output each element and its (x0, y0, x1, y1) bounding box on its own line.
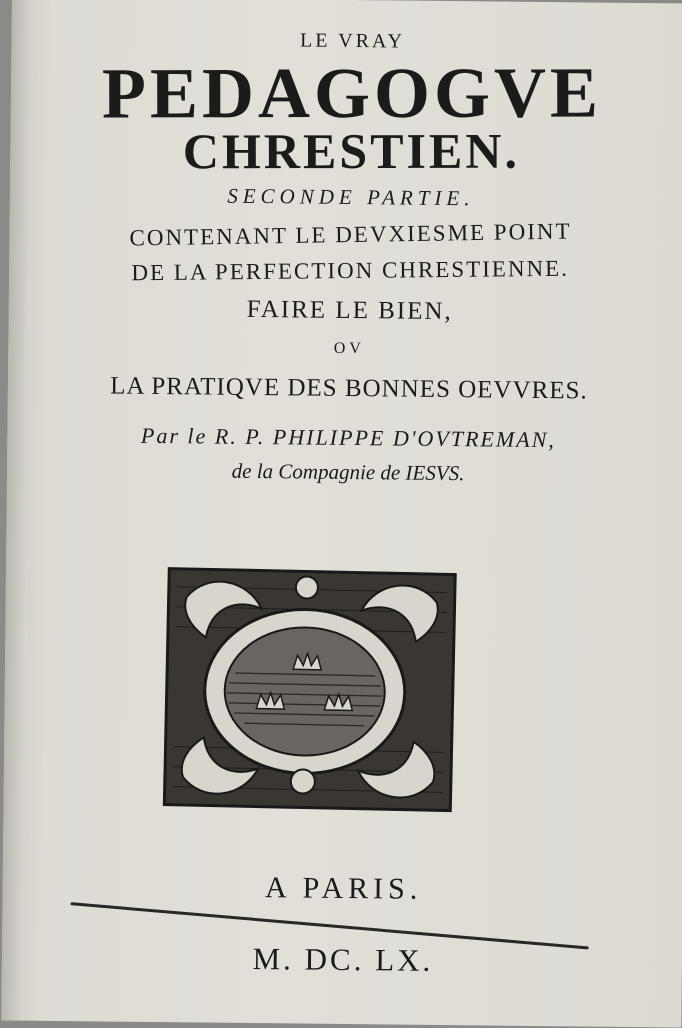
imprint-date: M. DC. LX. (252, 941, 434, 978)
title-line-chrestien: CHRESTIEN. (182, 122, 520, 180)
author-line: Par le R. P. PHILIPPE D'OVTREMAN, (140, 422, 556, 453)
subtitle-line-3: FAIRE LE BIEN, (246, 295, 453, 326)
imprint-place: A PARIS. (264, 871, 423, 906)
printers-device-emblem (162, 567, 457, 813)
title-line-pedagogve: PEDAGOGVE (101, 52, 603, 134)
title-line-seconde-partie: SECONDE PARTIE. (227, 183, 475, 211)
subtitle-line-1: CONTENANT LE DEVXIESME POINT (129, 218, 572, 251)
subtitle-line-4: LA PRATIQVE DES BONNES OEVVRES. (110, 372, 588, 405)
author-affiliation: de la Compagnie de IESVS. (231, 458, 465, 486)
title-line-le-vray: LE VRAY (300, 29, 406, 53)
book-page (1, 0, 682, 1028)
subtitle-line-2: DE LA PERFECTION CHRESTIENNE. (131, 255, 570, 286)
subtitle-line-ov: OV (333, 339, 365, 358)
